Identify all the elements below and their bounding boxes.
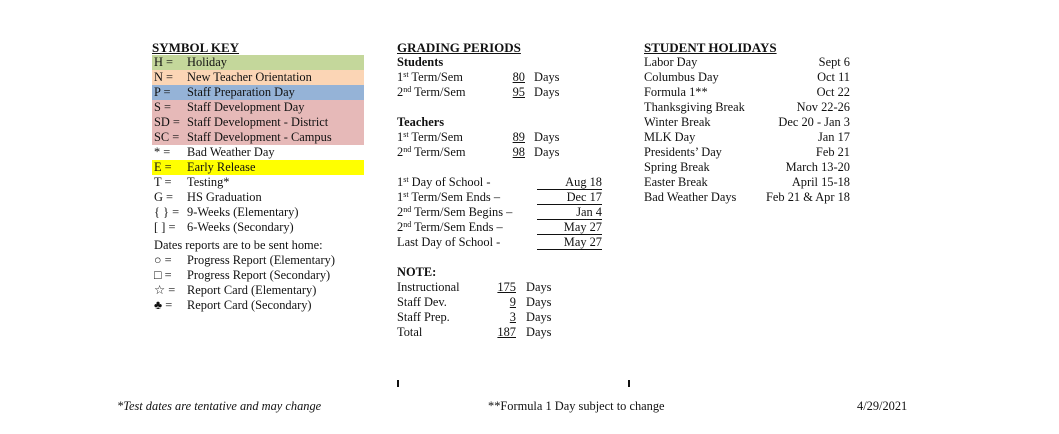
date-row — [397, 190, 612, 205]
grading-periods-section — [397, 40, 612, 340]
symbol-key-item — [152, 85, 364, 100]
holiday-row — [644, 115, 850, 130]
holiday-name: Bad Weather Days — [644, 190, 737, 204]
symbol-code: P = — [154, 85, 171, 99]
note-days-unit: Days — [526, 325, 552, 339]
note-label: Instructional — [397, 280, 460, 294]
symbol-label: Early Release — [187, 160, 256, 174]
note-days-value: 9 — [509, 295, 516, 309]
holiday-row — [644, 145, 850, 160]
student-holidays-section — [644, 40, 850, 205]
holiday-name: Presidents’ Day — [644, 145, 722, 159]
students-terms — [397, 70, 612, 100]
symbol-code: SD = — [154, 115, 180, 129]
symbol-code: [ ] = — [154, 220, 176, 234]
date-value: Dec 17 — [537, 190, 602, 205]
term-dates — [397, 175, 612, 250]
note-days-value: 3 — [509, 310, 516, 324]
report-symbol-item — [152, 298, 364, 313]
symbol-label: HS Graduation — [187, 190, 262, 204]
teachers-terms — [397, 130, 612, 160]
holiday-name: MLK Day — [644, 130, 696, 144]
holiday-date: Oct 22 — [816, 85, 850, 99]
term-days-value: 95 — [512, 85, 525, 99]
holiday-row — [644, 70, 850, 85]
note-label: Total — [397, 325, 423, 339]
grading-periods-heading: GRADING PERIODS — [397, 40, 521, 55]
note-days-value: 187 — [497, 325, 516, 339]
note-label: NOTE: — [397, 265, 437, 279]
report-symbol: ♣ = — [154, 298, 173, 312]
report-label: Report Card (Elementary) — [187, 283, 317, 297]
holiday-row — [644, 85, 850, 100]
symbol-key-item — [152, 205, 364, 220]
date-value: May 27 — [537, 220, 602, 235]
symbol-label: Staff Development - Campus — [187, 130, 332, 144]
term-days-unit: Days — [534, 70, 560, 84]
holiday-name: Spring Break — [644, 160, 710, 174]
term-row — [397, 70, 612, 85]
symbol-key-list — [152, 55, 364, 235]
symbol-label: 6-Weeks (Secondary) — [187, 220, 294, 234]
term-days-value: 80 — [512, 70, 525, 84]
holiday-name: Formula 1** — [644, 85, 708, 99]
symbol-label: Staff Preparation Day — [187, 85, 295, 99]
term-days-unit: Days — [534, 130, 560, 144]
symbol-key-item — [152, 160, 364, 175]
note-label: Staff Dev. — [397, 295, 447, 309]
holiday-name: Thanksgiving Break — [644, 100, 745, 114]
note-days-unit: Days — [526, 280, 552, 294]
symbol-key-item — [152, 220, 364, 235]
date-row — [397, 205, 612, 220]
date-value: May 27 — [537, 235, 602, 250]
note-row — [397, 295, 612, 310]
symbol-code: G = — [154, 190, 174, 204]
holiday-date: Feb 21 — [815, 145, 850, 159]
holiday-name: Winter Break — [644, 115, 711, 129]
date-value: Aug 18 — [537, 175, 602, 190]
term-label: 2nd Term/Sem Ends – — [397, 220, 503, 234]
holiday-row — [644, 100, 850, 115]
date-row — [397, 175, 612, 190]
term-days-unit: Days — [534, 85, 560, 99]
date-value: Jan 4 — [537, 205, 602, 220]
term-label: 1st Day of School - — [397, 175, 491, 189]
note-row — [397, 310, 612, 325]
day-totals — [397, 280, 612, 340]
date-row — [397, 235, 612, 250]
symbol-code: { } = — [154, 205, 180, 219]
teachers-label: Teachers — [397, 115, 445, 129]
symbol-code: S = — [154, 100, 171, 114]
footer-test-note: *Test dates are tentative and may change — [117, 399, 322, 413]
report-label: Report Card (Secondary) — [187, 298, 312, 312]
report-symbol-item — [152, 268, 364, 283]
note-row — [397, 280, 612, 295]
report-symbol: ○ = — [154, 253, 172, 267]
students-label: Students — [397, 55, 444, 69]
holiday-date: Nov 22-26 — [796, 100, 850, 114]
footer-date: 4/29/2021 — [857, 399, 908, 413]
holiday-name: Columbus Day — [644, 70, 719, 84]
symbol-code: E = — [154, 160, 172, 174]
term-row — [397, 145, 612, 160]
term-label: 1st Term/Sem — [397, 70, 463, 84]
term-label: 2nd Term/Sem — [397, 85, 466, 99]
symbol-key-item — [152, 100, 364, 115]
symbol-key-item — [152, 190, 364, 205]
report-symbol-item — [152, 283, 364, 298]
holiday-date: Dec 20 - Jan 3 — [778, 115, 850, 129]
holiday-date: Sept 6 — [818, 55, 850, 69]
symbol-label: New Teacher Orientation — [187, 70, 312, 84]
note-row — [397, 325, 612, 340]
symbol-label: Staff Development Day — [187, 100, 305, 114]
symbol-code: T = — [154, 175, 172, 189]
symbol-key-item — [152, 55, 364, 70]
report-symbol-item — [152, 253, 364, 268]
symbol-label: Testing* — [187, 175, 230, 189]
symbol-key-item — [152, 175, 364, 190]
holiday-date: Jan 17 — [817, 130, 850, 144]
term-label: Last Day of School - — [397, 235, 501, 249]
note-days-unit: Days — [526, 295, 552, 309]
term-label: 1st Term/Sem — [397, 130, 463, 144]
term-label: 2nd Term/Sem — [397, 145, 466, 159]
holiday-date: Feb 21 & Apr 18 — [766, 190, 850, 204]
holiday-date: April 15-18 — [791, 175, 850, 189]
term-label: 1st Term/Sem Ends – — [397, 190, 501, 204]
holiday-row — [644, 190, 850, 205]
holiday-name: Easter Break — [644, 175, 708, 189]
term-days-value: 89 — [512, 130, 525, 144]
holiday-date: Oct 11 — [817, 70, 850, 84]
holiday-row — [644, 175, 850, 190]
divider-tick — [397, 380, 399, 387]
note-days-value: 175 — [497, 280, 516, 294]
report-label: Progress Report (Elementary) — [187, 253, 335, 267]
symbol-key-heading: SYMBOL KEY — [152, 40, 240, 55]
note-label: Staff Prep. — [397, 310, 450, 324]
symbol-code: * = — [154, 145, 171, 159]
date-row — [397, 220, 612, 235]
symbol-key-item — [152, 115, 364, 130]
symbol-label: 9-Weeks (Elementary) — [187, 205, 299, 219]
term-label: 2nd Term/Sem Begins – — [397, 205, 513, 219]
holiday-date: March 13-20 — [785, 160, 850, 174]
report-symbol: □ = — [154, 268, 172, 282]
holiday-list — [644, 55, 850, 205]
term-days-value: 98 — [512, 145, 525, 159]
divider-tick — [628, 380, 630, 387]
symbol-key-item — [152, 70, 364, 85]
symbol-label: Holiday — [187, 55, 227, 69]
report-symbol-list — [152, 253, 364, 313]
symbol-code: SC = — [154, 130, 180, 144]
symbol-key-section — [152, 40, 364, 313]
holiday-row — [644, 160, 850, 175]
report-symbol: ☆ = — [154, 283, 176, 297]
note-days-unit: Days — [526, 310, 552, 324]
symbol-code: N = — [154, 70, 174, 84]
student-holidays-heading: STUDENT HOLIDAYS — [644, 40, 777, 55]
symbol-label: Staff Development - District — [187, 115, 329, 129]
holiday-row — [644, 130, 850, 145]
holiday-row — [644, 55, 850, 70]
reports-heading: Dates reports are to be sent home: — [154, 238, 323, 252]
term-row — [397, 130, 612, 145]
term-days-unit: Days — [534, 145, 560, 159]
term-row — [397, 85, 612, 100]
report-label: Progress Report (Secondary) — [187, 268, 331, 282]
symbol-code: H = — [154, 55, 174, 69]
holiday-name: Labor Day — [644, 55, 698, 69]
symbol-key-item — [152, 130, 364, 145]
symbol-key-item — [152, 145, 364, 160]
footer-formula-note: **Formula 1 Day subject to change — [488, 399, 665, 413]
symbol-label: Bad Weather Day — [187, 145, 275, 159]
